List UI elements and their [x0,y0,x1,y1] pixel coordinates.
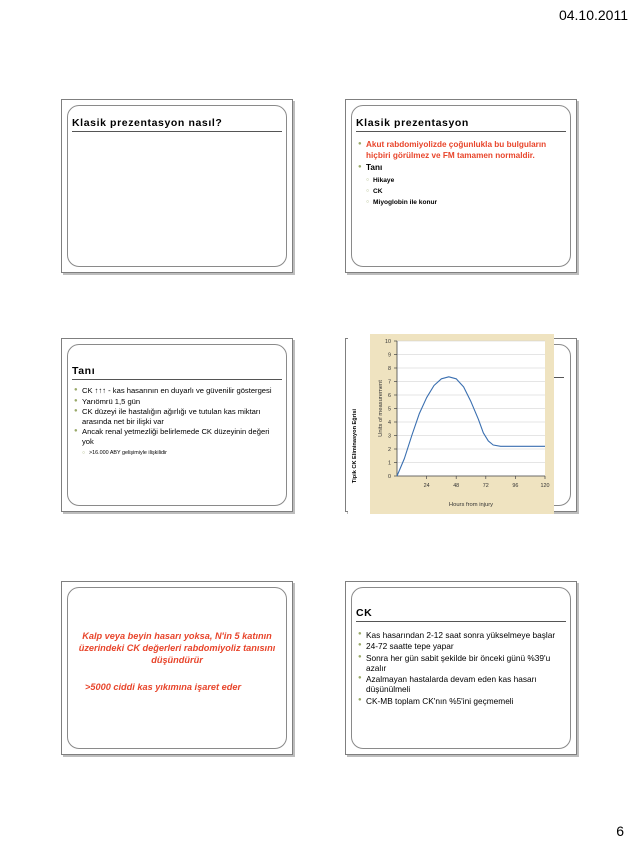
emphasis-text: >5000 ciddi kas yıkımına işaret eder [85,682,242,693]
y-tick-label: 9 [388,352,391,359]
y-tick-label: 8 [388,366,391,372]
list-item [358,641,566,651]
slide-title: Klasik prezentasyon nasıl? [72,117,282,132]
bullet-text: Sonra her gün sabit şekilde bir önceki günü %39'u azalır [366,652,551,673]
slide-title: Klasik prezentasyon [356,117,566,132]
x-tick-label: 48 [453,483,460,489]
y-tick-label: 0 [388,474,391,480]
list-item [358,163,566,174]
bullet-icon: ● [74,408,78,415]
y-tick-label: 7 [388,379,391,386]
list-item [74,427,282,446]
sub-bullet-icon: ○ [366,187,370,194]
bullet-icon: ● [358,675,362,682]
list-item [74,386,282,396]
bullet-text: Azalmayan hastalarda devam eden kas hasarı düşünülmeli [366,674,537,695]
slide-title: Tanı [72,365,282,380]
list-item [358,140,566,161]
bullet-icon: ● [358,631,362,637]
chart-title: Tipik CK Eliminasyon Eğrisi [352,408,358,484]
bullet-text: Kas hasarından 2-12 saat sonra yükselmeye başlar [366,630,556,640]
list-subitem [74,449,282,458]
bullet-text: Ancak renal yetmezliği belirlemede CK düzeyinin değeri yok [82,427,270,446]
bullet-list [74,386,282,458]
y-axis-label: Units of measurement [378,380,384,437]
y-tick-label: 6 [388,393,391,399]
y-tick-label: 10 [385,339,391,345]
slide-3 [61,338,293,512]
bullet-text: Yarıömrü 1,5 gün [82,396,141,406]
slide-2 [345,99,577,273]
sub-bullet-icon: ○ [366,198,370,205]
y-tick-label: 4 [388,420,391,426]
x-tick-label: 120 [540,483,550,489]
emphasis-text: Kalp veya beyin hasarı yoksa, N'in 5 katının üzerindeki CK değerleri rabdomiyoliz tanısını düşündürür [78,631,276,665]
x-axis-label: Hours from injury [448,502,494,508]
list-subitem [358,198,566,207]
emphasis-block [76,631,278,694]
bullet-icon: ● [358,141,362,147]
bullet-text: CK-MB toplam CK'nın %5'ini geçmemeli [366,695,514,706]
sub-text: >16.000 ABY gelişimiyle ilişkilidir [89,449,167,456]
bullet-icon: ● [358,164,362,171]
list-item [358,696,566,706]
sub-bullet-icon: ○ [366,176,370,183]
bullet-icon: ● [358,696,362,703]
sub-text: Hikaye [373,176,395,184]
bullet-text: Akut rabdomiyolizde çoğunlukla bu bulguların hiçbiri görülmez ve FM tamamen normaldir. [366,140,547,160]
bullet-text: CK düzeyi ile hastalığın ağırlığı ve tutulan kas miktarı arasında net bir ilişki var [82,407,261,426]
bullet-icon: ● [358,642,362,649]
bullet-list [358,630,566,706]
print-date: 04.10.2011 [558,7,628,23]
y-tick-label: 5 [388,406,391,413]
list-item [358,653,566,674]
list-item [358,674,566,695]
x-tick-label: 24 [423,483,430,489]
sub-text: CK [373,187,383,195]
bullet-icon: ● [74,428,78,435]
list-item [74,397,282,407]
slide-1 [61,99,293,273]
list-subitem [358,176,566,185]
list-subitem [358,187,566,196]
slide-6 [345,581,577,755]
y-tick-label: 2 [388,447,391,453]
bullet-text: CK ↑↑↑ - kas hasarının en duyarlı ve güvenilir göstergesi [82,386,272,395]
bullet-text: 24-72 saatte tepe yapar [366,641,454,652]
slide-title: CK [356,607,566,622]
bullet-icon: ● [358,653,362,660]
y-tick-label: 3 [388,433,391,440]
sub-bullet-icon: ○ [82,449,86,456]
bullet-icon: ● [74,387,78,393]
ck-elimination-chart [348,334,554,514]
list-item [358,630,566,640]
bullet-icon: ● [74,397,78,404]
x-tick-label: 72 [482,483,489,489]
page-number: 6 [616,823,624,839]
x-tick-label: 96 [512,483,519,489]
list-item [74,407,282,426]
y-tick-label: 1 [388,460,391,467]
slide-5 [61,581,293,755]
bullet-list [358,140,566,207]
sub-text: Miyoglobin ile konur [373,198,438,206]
bullet-text: Tanı [366,163,383,173]
